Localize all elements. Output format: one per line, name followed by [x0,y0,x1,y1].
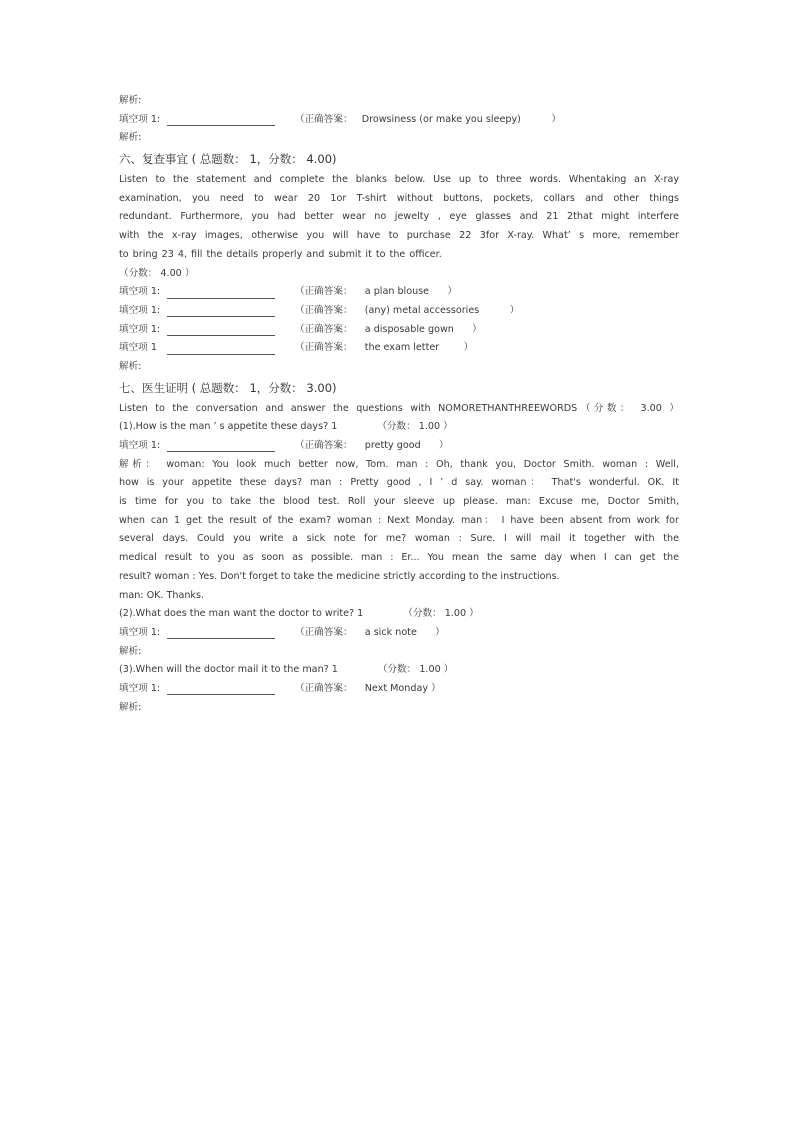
question [119,661,679,680]
document-page [119,92,679,717]
correct-answer: （正确答案： a plan blouse ） [295,286,457,298]
transcript-line: how is your appetite these days? man : Pretty good , I ’ d say. woman： That's wonderful. OK. It [119,477,679,489]
fill-label: 填空项 1: [119,440,161,451]
question-text: (1).How is the man ’ s appetite these days? 1 [119,421,338,433]
fill-label: 填空项 1: [119,113,161,125]
analysis-label: 解析: [119,360,142,372]
fill-item [119,339,679,358]
transcript-line: man: OK. Thanks. [119,589,205,601]
section-heading: 七、医生证明 ( 总题数： 1，分数： 3.00) [119,380,337,395]
fill-item [119,283,679,302]
answer-blank[interactable] [167,287,275,299]
fill-label: 填空项 1 [119,342,157,354]
question-text: (3).When will the doctor mail it to the man? 1 [119,664,338,676]
question-score: （分数： 1.00 ） [403,608,479,620]
fill-item [119,437,679,456]
correct-answer: （正确答案： pretty good ） [295,440,449,451]
fill-item [119,111,679,130]
question [119,605,679,624]
correct-answer: （正确答案： a disposable gown ） [295,323,482,335]
analysis-label: 解析: [119,95,142,106]
fill-item [119,680,679,699]
fill-item [119,321,679,340]
correct-answer: （正确答案： (any) metal accessories ） [295,304,520,316]
answer-blank[interactable] [167,305,275,317]
paragraph-line: to bring 23 4, fill the details properly and submit it to the officer. [119,248,442,260]
correct-answer: （正确答案： the exam letter ） [295,342,474,354]
answer-blank[interactable] [167,343,275,355]
fill-item [119,302,679,321]
fill-label: 填空项 1: [119,682,161,694]
transcript-line: 解析： woman: You look much better now, Tom. man : Oh, thank you, Doctor Smith. woman : Well, [119,458,679,470]
transcript-line: several days. Could you write a sick note for me? woman : Sure. I will mail it together with the [119,533,679,545]
answer-blank[interactable] [167,114,275,126]
paragraph-line: examination, you need to wear 20 1or T-shirt without buttons, pockets, collars and other things [119,192,679,204]
analysis-label: 解析: [119,645,142,657]
fill-label: 填空项 1: [119,286,161,298]
paragraph-line: redundant. Furthermore, you had better wear no jewelty , eye glasses and 21 2that might interfere [119,211,679,223]
correct-answer: （正确答案： Drowsiness (or make you sleepy) ） [295,113,561,125]
question-text: (2).What does the man want the doctor to write? 1 [119,608,364,620]
correct-answer: （正确答案： Next Monday ） [295,682,441,694]
score-text: （分数： 4.00 ） [119,267,195,279]
transcript-line: result? woman : Yes. Don't forget to take the medicine strictly according to the instructions. [119,570,560,582]
answer-blank[interactable] [167,440,275,452]
answer-blank[interactable] [167,683,275,695]
section-heading: 六、复查事宜 ( 总题数： 1，分数： 4.00) [119,152,337,167]
fill-item [119,624,679,643]
transcript-line: medical result to you as soon as possible. man : Er... You mean the same day when I can get the [119,552,679,564]
correct-answer: （正确答案： a sick note ） [295,626,445,638]
paragraph-line: with the x-ray images, otherwise you will have to purchase 22 3for X-ray. What’ s more, remember [119,230,679,242]
transcript-line: when can 1 get the result of the exam? woman : Next Monday. man： I have been absent from work for [119,514,679,526]
fill-label: 填空项 1: [119,304,161,316]
analysis-label: 解析: [119,701,142,713]
paragraph-line: Listen to the statement and complete the blanks below. Use up to three words. Whentaking an X-ray [119,174,679,186]
question [119,418,679,437]
answer-blank[interactable] [167,324,275,336]
answer-blank[interactable] [167,627,275,639]
fill-label: 填空项 1: [119,323,161,335]
fill-label: 填空项 1: [119,626,161,638]
question-score: （分数： 1.00 ） [377,421,453,433]
question-score: （分数： 1.00 ） [377,664,454,676]
analysis-label: 解析: [119,132,142,144]
transcript-line: is time for you to take the blood test. Roll your sleeve up please. man: Excuse me, Doctor Smith, [119,496,679,508]
instructions-line: Listen to the conversation and answer the questions with NOMORETHANTHREEWORDS（分数： 3.00 ） [119,402,679,414]
